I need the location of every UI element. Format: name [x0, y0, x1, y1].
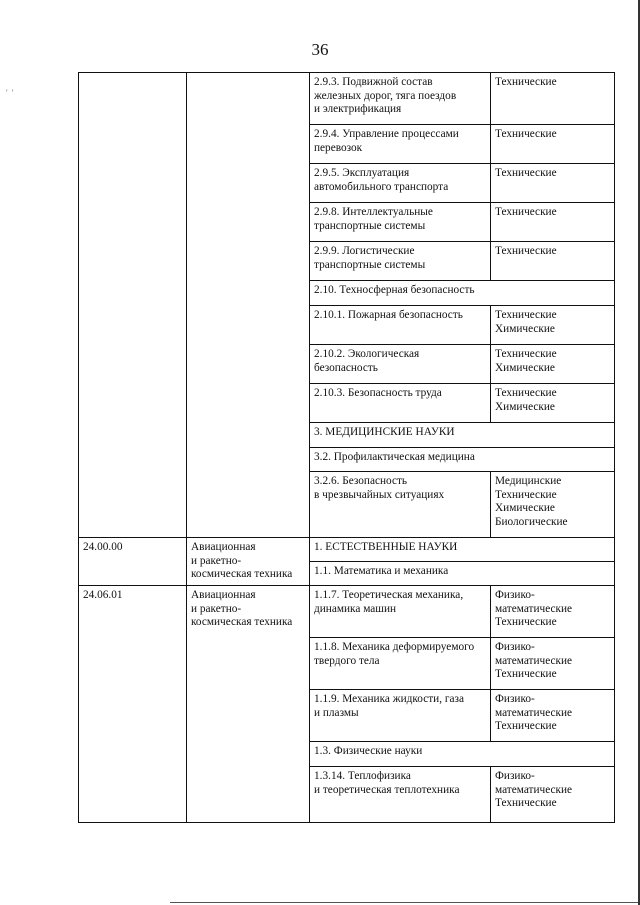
specialty-cell: 1.1.8. Механика деформируемого твердого тела [310, 638, 491, 690]
table-row [79, 73, 615, 125]
specialty-cell: 1.1.9. Механика жидкости, газа и плазмы [310, 690, 491, 742]
specialties-table [78, 72, 615, 823]
science-branch-cell: Физико- математические Технические [491, 638, 615, 690]
specialty-cell: 3.2.6. Безопасность в чрезвычайных ситуациях [310, 472, 491, 538]
group-heading-cell: 3.2. Профилактическая медицина [310, 448, 615, 472]
scan-bottom-line [170, 902, 638, 903]
science-branch-cell: Медицинские Технические Химические Биологические [491, 472, 615, 538]
science-branch-cell: Физико- математические Технические [491, 690, 615, 742]
specialty-cell: 2.10.3. Безопасность труда [310, 384, 491, 423]
table-row [79, 538, 615, 562]
specialty-cell: 2.10.1. Пожарная безопасность [310, 306, 491, 345]
science-branch-cell: Технические Химические [491, 306, 615, 345]
science-branch-cell: Технические [491, 164, 615, 203]
group-heading-cell: 1.1. Математика и механика [310, 562, 615, 586]
science-branch-cell: Технические [491, 125, 615, 164]
page-number: 36 [311, 40, 329, 59]
science-branch-cell: Физико- математические Технические [491, 586, 615, 638]
name-cell: Авиационная и ракетно- космическая техника [187, 538, 310, 586]
group-heading-cell: 3. МЕДИЦИНСКИЕ НАУКИ [310, 423, 615, 448]
specialty-cell: 2.9.4. Управление процессами перевозок [310, 125, 491, 164]
code-cell-empty [79, 73, 187, 538]
group-heading-cell: 1.3. Физические науки [310, 742, 615, 767]
science-branch-cell: Технические Химические [491, 384, 615, 423]
table-row [79, 586, 615, 638]
specialty-cell: 1.1.7. Теоретическая механика, динамика машин [310, 586, 491, 638]
science-branch-cell: Технические [491, 73, 615, 125]
science-branch-cell: Физико- математические Технические [491, 767, 615, 823]
specialty-cell: 2.10.2. Экологическая безопасность [310, 345, 491, 384]
group-heading-cell: 1. ЕСТЕСТВЕННЫЕ НАУКИ [310, 538, 615, 562]
science-branch-cell: Технические [491, 203, 615, 242]
specialty-cell: 2.9.9. Логистические транспортные системы [310, 242, 491, 281]
specialty-cell: 2.9.3. Подвижной состав железных дорог, тяга поездов и электрификация [310, 73, 491, 125]
code-cell: 24.00.00 [79, 538, 187, 586]
scan-margin-mark: ' ' [6, 88, 15, 98]
code-cell: 24.06.01 [79, 586, 187, 823]
science-branch-cell: Технические [491, 242, 615, 281]
group-heading-cell: 2.10. Техносферная безопасность [310, 281, 615, 306]
name-cell-empty [187, 73, 310, 538]
specialty-cell: 1.3.14. Теплофизика и теоретическая теплотехника [310, 767, 491, 823]
science-branch-cell: Технические Химические [491, 345, 615, 384]
name-cell: Авиационная и ракетно- космическая техника [187, 586, 310, 823]
specialty-cell: 2.9.5. Эксплуатация автомобильного транспорта [310, 164, 491, 203]
specialty-cell: 2.9.8. Интеллектуальные транспортные системы [310, 203, 491, 242]
